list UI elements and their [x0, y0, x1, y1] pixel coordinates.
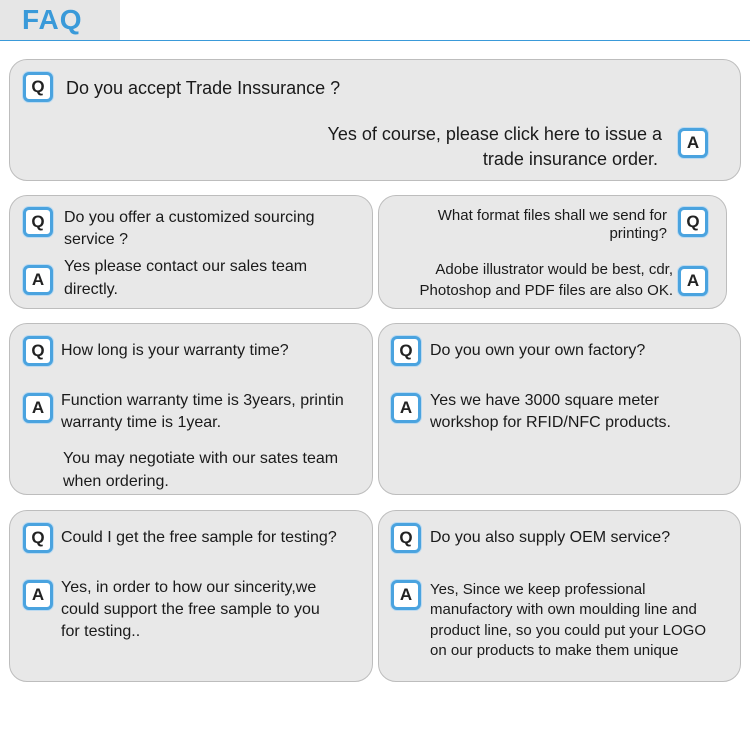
- question-badge: Q: [391, 523, 421, 553]
- answer-text: could support the free sample to you: [61, 601, 320, 618]
- question-badge: Q: [678, 207, 708, 237]
- answer-text: trade insurance order.: [482, 149, 658, 169]
- answer-text: warranty time is 1year.: [61, 414, 222, 431]
- answer-text: for testing..: [61, 623, 141, 640]
- question-text: Do you also supply OEM service?: [430, 529, 671, 546]
- answer-text: directly.: [64, 281, 118, 298]
- question-text: Do you accept Trade Inssurance ?: [66, 78, 341, 98]
- answer-text: on our products to make them unique: [430, 642, 679, 659]
- question-text: Do you offer a customized sourcing: [64, 209, 315, 226]
- answer-badge: A: [23, 393, 53, 423]
- answer-text: manufactory with own moulding line and: [430, 601, 697, 618]
- answer-text: Function warranty time is 3years, printin: [61, 392, 344, 409]
- answer-text: Yes of course, please click here to issue a: [327, 124, 662, 144]
- page-title: FAQ: [22, 4, 83, 35]
- answer-badge: A: [678, 266, 708, 296]
- question-badge: Q: [23, 72, 53, 102]
- question-text: printing?: [609, 225, 667, 242]
- question-text: service ?: [64, 231, 129, 248]
- answer-badge: A: [678, 128, 708, 158]
- answer-note: when ordering.: [63, 473, 169, 490]
- answer-text: workshop for RFID/NFC products.: [430, 414, 671, 431]
- answer-badge: A: [391, 580, 421, 610]
- question-text: What format files shall we send for: [437, 207, 667, 224]
- answer-text: Yes we have 3000 square meter: [430, 392, 659, 409]
- question-badge: Q: [23, 336, 53, 366]
- answer-badge: A: [391, 393, 421, 423]
- answer-text: product line, so you could put your LOGO: [430, 622, 706, 639]
- answer-text: Yes, in order to how our sincerity,we: [61, 579, 317, 596]
- question-text: Do you own your own factory?: [430, 342, 646, 359]
- question-badge: Q: [23, 207, 53, 237]
- answer-note: You may negotiate with our sates team: [63, 450, 339, 467]
- answer-text: Adobe illustrator would be best, cdr,: [435, 261, 673, 278]
- answer-text: Yes please contact our sales team: [64, 258, 308, 275]
- question-badge: Q: [391, 336, 421, 366]
- header-divider: [0, 40, 750, 41]
- answer-text: Yes, Since we keep professional: [430, 581, 646, 598]
- question-text: How long is your warranty time?: [61, 342, 289, 359]
- question-text: Could I get the free sample for testing?: [61, 529, 337, 546]
- question-badge: Q: [23, 523, 53, 553]
- answer-text: Photoshop and PDF files are also OK.: [419, 282, 673, 299]
- answer-badge: A: [23, 580, 53, 610]
- answer-badge: A: [23, 265, 53, 295]
